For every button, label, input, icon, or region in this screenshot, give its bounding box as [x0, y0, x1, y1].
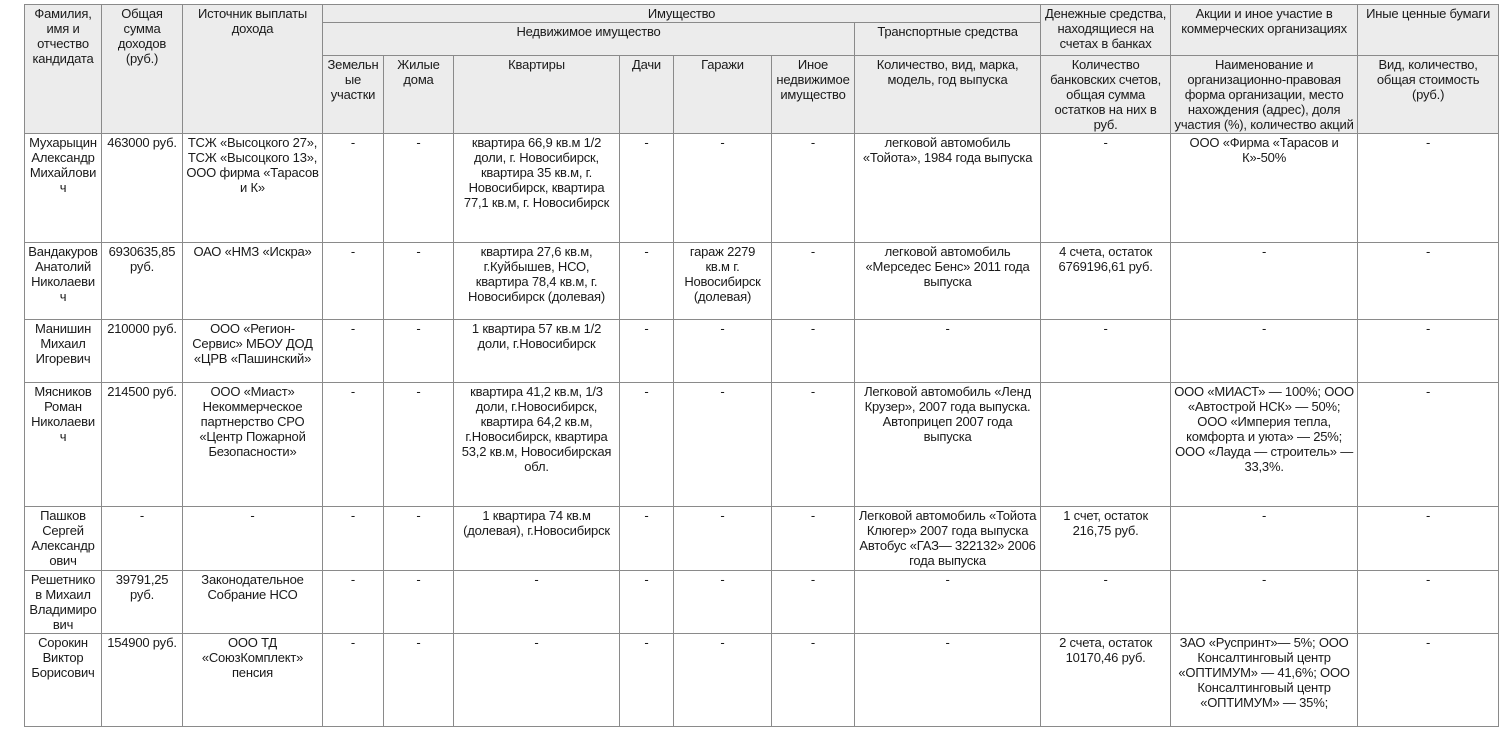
cell-flats: квартира 41,2 кв.м, 1/3 доли, г.Новосибирск, квартира 64,2 кв.м, г.Новосибирск, квартира 53,2 кв.м, Новосибирская обл.	[454, 383, 620, 507]
table-row	[25, 571, 1499, 634]
cell-securities: -	[1358, 320, 1499, 383]
cell-income: 463000 руб.	[102, 134, 183, 243]
header-shares-details: Наименование и организационно-правовая форма организации, место нахождения (адрес), доля участия (%), количество акций	[1171, 56, 1358, 134]
header-deposits-details: Количество банковских счетов, общая сумма остатков на них в руб.	[1041, 56, 1171, 134]
cell-garages: -	[674, 634, 772, 727]
cell-houses: -	[384, 383, 454, 507]
cell-transport: Легковой автомобиль «Ленд Крузер», 2007 года выпуска. Автоприцеп 2007 года выпуска	[855, 383, 1041, 507]
cell-source: ТСЖ «Высоцкого 27», ТСЖ «Высоцкого 13», ООО фирма «Тарасов и К»	[183, 134, 323, 243]
cell-deposits: -	[1041, 134, 1171, 243]
table-row	[25, 634, 1499, 727]
cell-transport: легковой автомобиль «Мерседес Бенс» 2011 года выпуска	[855, 243, 1041, 320]
header-deposits: Денежные средства, находящиеся на счетах в банках	[1041, 5, 1171, 56]
cell-name: Вандакуров Анатолий Николаевич	[25, 243, 102, 320]
cell-deposits: 2 счета, остаток 10170,46 руб.	[1041, 634, 1171, 727]
cell-garages: -	[674, 383, 772, 507]
cell-income: 154900 руб.	[102, 634, 183, 727]
header-land: Земельные участки	[323, 56, 384, 134]
table-header	[25, 5, 1499, 134]
table-row	[25, 383, 1499, 507]
cell-shares: -	[1171, 571, 1358, 634]
cell-houses: -	[384, 571, 454, 634]
cell-garages: -	[674, 134, 772, 243]
cell-income: 214500 руб.	[102, 383, 183, 507]
cell-shares: -	[1171, 243, 1358, 320]
cell-shares: -	[1171, 320, 1358, 383]
cell-transport: легковой автомобиль «Тойота», 1984 года выпуска	[855, 134, 1041, 243]
table-row	[25, 320, 1499, 383]
cell-source: -	[183, 507, 323, 571]
cell-shares: ООО «Фирма «Тарасов и К»-50%	[1171, 134, 1358, 243]
header-income: Общая сумма доходов (руб.)	[102, 5, 183, 134]
cell-land: -	[323, 243, 384, 320]
cell-source: ОАО «НМЗ «Искра»	[183, 243, 323, 320]
cell-shares: ООО «МИАСТ» — 100%; ООО «Автострой НСК» — 50%; ООО «Империя тепла, комфорта и уюта» — 25%; ООО «Лауда — строитель» — 33,3%.	[1171, 383, 1358, 507]
cell-land: -	[323, 507, 384, 571]
cell-name: Мухарыцин Александр Михайлович	[25, 134, 102, 243]
cell-source: ООО «Регион-Сервис» МБОУ ДОД «ЦРВ «Пашинский»	[183, 320, 323, 383]
cell-name: Мясников Роман Николаевич	[25, 383, 102, 507]
cell-income: 39791,25 руб.	[102, 571, 183, 634]
cell-source: ООО ТД «СоюзКомплект» пенсия	[183, 634, 323, 727]
cell-securities: -	[1358, 507, 1499, 571]
cell-dachas: -	[620, 383, 674, 507]
cell-deposits: -	[1041, 320, 1171, 383]
cell-dachas: -	[620, 507, 674, 571]
cell-flats: -	[454, 571, 620, 634]
cell-name: Сорокин Виктор Борисович	[25, 634, 102, 727]
header-garages: Гаражи	[674, 56, 772, 134]
header-houses: Жилые дома	[384, 56, 454, 134]
cell-securities: -	[1358, 634, 1499, 727]
header-shares: Акции и иное участие в коммерческих организациях	[1171, 5, 1358, 56]
cell-dachas: -	[620, 134, 674, 243]
header-source: Источник выплаты дохода	[183, 5, 323, 134]
header-dachas: Дачи	[620, 56, 674, 134]
cell-shares: -	[1171, 507, 1358, 571]
cell-deposits	[1041, 383, 1171, 507]
cell-flats: квартира 66,9 кв.м 1/2 доли, г. Новосибирск, квартира 35 кв.м, г. Новосибирск, квартира 77,1 кв.м, г. Новосибирск	[454, 134, 620, 243]
cell-dachas: -	[620, 320, 674, 383]
cell-land: -	[323, 634, 384, 727]
cell-garages: -	[674, 507, 772, 571]
table-row	[25, 243, 1499, 320]
cell-houses: -	[384, 320, 454, 383]
cell-flats: 1 квартира 74 кв.м (долевая), г.Новосибирск	[454, 507, 620, 571]
candidates-property-table	[24, 4, 1499, 727]
table-row	[25, 507, 1499, 571]
header-property: Имущество	[323, 5, 1041, 23]
cell-securities: -	[1358, 571, 1499, 634]
cell-income: 6930635,85 руб.	[102, 243, 183, 320]
cell-income: -	[102, 507, 183, 571]
cell-other-real-estate: -	[772, 243, 855, 320]
table-body	[25, 134, 1499, 727]
cell-other-real-estate: -	[772, 634, 855, 727]
cell-dachas: -	[620, 571, 674, 634]
header-flats: Квартиры	[454, 56, 620, 134]
cell-houses: -	[384, 634, 454, 727]
cell-garages: гараж 2279 кв.м г. Новосибирск (долевая)	[674, 243, 772, 320]
cell-dachas: -	[620, 243, 674, 320]
cell-land: -	[323, 320, 384, 383]
cell-securities: -	[1358, 243, 1499, 320]
header-name: Фамилия, имя и отчество кандидата	[25, 5, 102, 134]
cell-houses: -	[384, 507, 454, 571]
cell-flats: 1 квартира 57 кв.м 1/2 доли, г.Новосибирск	[454, 320, 620, 383]
cell-transport: -	[855, 571, 1041, 634]
cell-shares: ЗАО «Руспринт»— 5%; ООО Консалтинговый центр «ОПТИМУМ» — 41,6%; ООО Консалтинговый центр «ОПТИМУМ» — 35%;	[1171, 634, 1358, 727]
header-transport: Транспортные средства	[855, 23, 1041, 56]
cell-other-real-estate: -	[772, 383, 855, 507]
cell-transport: -	[855, 320, 1041, 383]
header-transport-details: Количество, вид, марка, модель, год выпуска	[855, 56, 1041, 134]
cell-flats: квартира 27,6 кв.м, г.Куйбышев, НСО, квартира 78,4 кв.м, г. Новосибирск (долевая)	[454, 243, 620, 320]
header-securities-details: Вид, количество, общая стоимость (руб.)	[1358, 56, 1499, 134]
cell-transport: -	[855, 634, 1041, 727]
header-securities: Иные ценные бумаги	[1358, 5, 1499, 56]
cell-houses: -	[384, 243, 454, 320]
cell-land: -	[323, 571, 384, 634]
header-other-real-estate: Иное недвижимое имущество	[772, 56, 855, 134]
cell-garages: -	[674, 320, 772, 383]
header-real-estate: Недвижимое имущество	[323, 23, 855, 56]
cell-securities: -	[1358, 134, 1499, 243]
cell-houses: -	[384, 134, 454, 243]
cell-name: Решетников Михаил Владимирович	[25, 571, 102, 634]
cell-income: 210000 руб.	[102, 320, 183, 383]
table-row	[25, 134, 1499, 243]
cell-dachas: -	[620, 634, 674, 727]
cell-other-real-estate: -	[772, 507, 855, 571]
cell-name: Манишин Михаил Игоревич	[25, 320, 102, 383]
cell-land: -	[323, 383, 384, 507]
cell-other-real-estate: -	[772, 134, 855, 243]
cell-flats: -	[454, 634, 620, 727]
cell-other-real-estate: -	[772, 571, 855, 634]
cell-transport: Легковой автомобиль «Тойота Клюгер» 2007 года выпуска Автобус «ГАЗ— 322132» 2006 года выпуска	[855, 507, 1041, 571]
cell-securities: -	[1358, 383, 1499, 507]
cell-deposits: 1 счет, остаток 216,75 руб.	[1041, 507, 1171, 571]
cell-name: Пашков Сергей Александрович	[25, 507, 102, 571]
cell-land: -	[323, 134, 384, 243]
candidates-declaration-sheet	[24, 4, 1498, 727]
cell-other-real-estate: -	[772, 320, 855, 383]
cell-deposits: -	[1041, 571, 1171, 634]
cell-deposits: 4 счета, остаток 6769196,61 руб.	[1041, 243, 1171, 320]
cell-garages: -	[674, 571, 772, 634]
cell-source: ООО «Миаст» Некоммерческое партнерство СРО «Центр Пожарной Безопасности»	[183, 383, 323, 507]
cell-source: Законодательное Собрание НСО	[183, 571, 323, 634]
